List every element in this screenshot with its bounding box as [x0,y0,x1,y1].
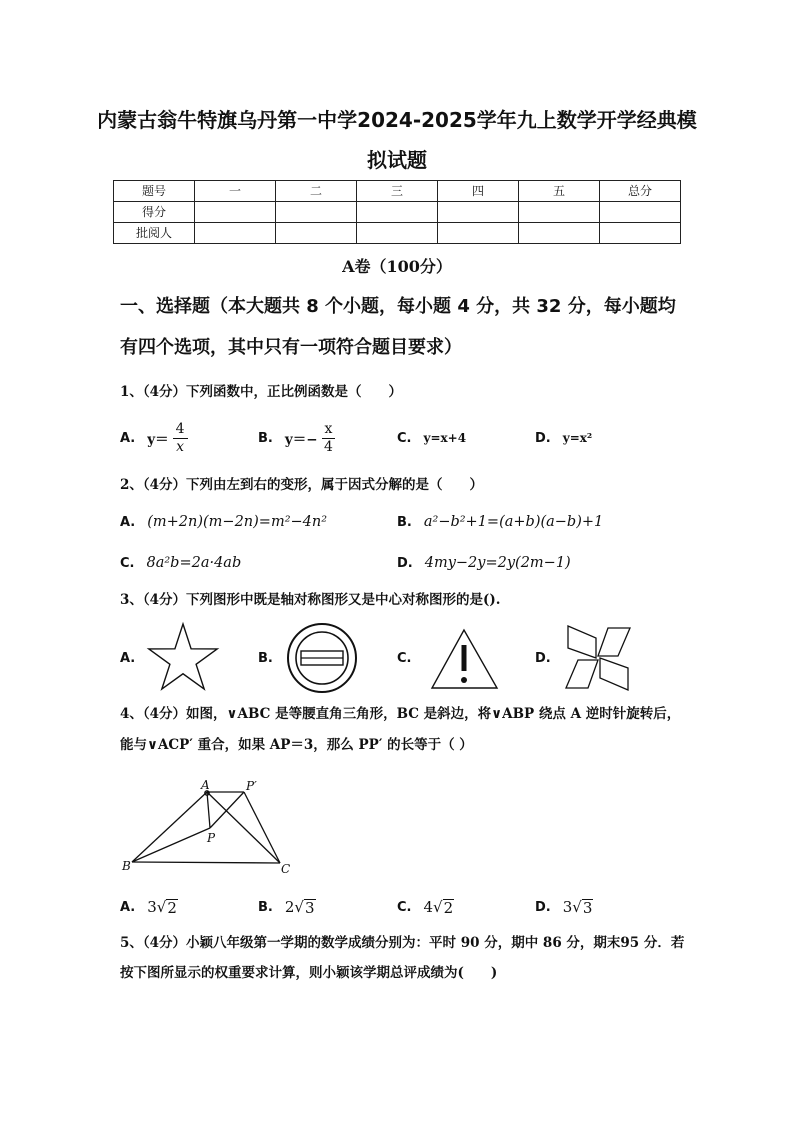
radical-sign: √ [433,898,443,916]
q3-figures [0,615,794,700]
reviewer-cell [600,223,681,244]
radicand: 2 [167,899,177,917]
radical-sign: √ [572,898,582,916]
warning-triangle-icon [432,630,497,688]
q1-stem: 1、（4分）下列函数中，正比例函数是（ ） [120,384,403,400]
option-label: D. [535,899,551,915]
radicand: 2 [443,899,454,917]
score-cell [357,202,438,223]
numerator: x [322,421,336,439]
option-prefix: y＝− [284,432,318,448]
coefficient: 4 [423,898,434,916]
square-root [147,898,178,916]
score-row [114,202,681,223]
label-p-prime: P′ [246,779,257,793]
option-label: A. [120,899,136,915]
option-label: A. [120,650,136,666]
exclamation-dot [461,677,467,683]
option-label: D. [535,650,551,666]
q4-option-c [397,887,454,927]
segment-ac [207,792,280,863]
q4-stem-line-2: 能与∨ACP′ 重合，如果 AP＝3，那么 PP′ 的长等于（ ） [120,737,473,753]
header-cell: 四 [438,181,519,202]
option-label: B. [258,430,273,446]
q4-option-d [535,887,593,927]
option-expression: (m+2n)(m−2n)=m²−4n² [147,514,328,530]
label-b: B [122,859,131,873]
square-root [423,898,454,916]
part-heading-line-2: 有四个选项，其中只有一项符合题目要求） [120,337,462,358]
row-label: 批阅人 [114,223,195,244]
circle-bar-icon [288,624,356,692]
q4-stem-line-1: 4、（4分）如图，∨ABC 是等腰直角三角形，BC 是斜边，将∨ABP 绕点 A 逆时针旋转后， [120,706,681,722]
header-cell: 一 [195,181,276,202]
option-expression: a²−b²+1=(a+b)(a−b)+1 [423,514,604,530]
option-label: B. [258,650,273,666]
segment-p-prime-c [244,792,280,863]
score-cell [195,202,276,223]
option-text: y=x+4 [423,431,467,445]
radicand: 3 [582,899,593,917]
option-text: y=x² [562,431,593,445]
header-cell: 三 [357,181,438,202]
q5-stem-line-1: 5、（4分）小颖八年级第一学期的数学成绩分别为：平时 90 分，期中 86 分，期末95 分．若 [120,935,685,951]
segment-ab [132,792,207,862]
score-cell [519,202,600,223]
q2-option-a [120,502,327,542]
label-p: P [207,831,216,845]
coefficient: 2 [284,898,295,916]
fraction [173,421,188,456]
reviewer-cell [438,223,519,244]
pinwheel-blade [598,628,630,656]
reviewer-row [114,223,681,244]
radical-sign: √ [294,898,304,916]
title-line-1: 内蒙古翁牛特旗乌丹第一中学2024-2025学年九上数学开学经典模 [97,108,697,132]
option-expression: 8a²b=2a·4ab [146,555,242,571]
numerator: 4 [173,421,188,439]
reviewer-cell [519,223,600,244]
score-cell [600,202,681,223]
option-label: B. [397,514,412,530]
square-root [285,898,316,916]
option-label: C. [397,430,412,446]
score-cell [276,202,357,223]
option-label: B. [258,899,273,915]
pinwheel-blade [600,658,628,690]
score-cell [438,202,519,223]
q1-option-c [397,418,466,458]
score-table [113,180,681,244]
row-label: 得分 [114,202,195,223]
reviewer-cell [357,223,438,244]
option-label: D. [535,430,551,446]
header-cell: 题号 [114,181,195,202]
q1-option-d [535,418,592,458]
option-expression: 4my−2y=2y(2m−1) [424,555,571,571]
square-root [563,898,594,916]
star-outline [149,624,217,689]
q5-stem-line-2: 按下图所显示的权重要求计算，则小颖该学期总评成绩为( ) [120,965,498,981]
option-label: A. [120,430,136,446]
pinwheel-icon [566,626,630,690]
star-icon [149,624,217,689]
q2-stem: 2、（4分）下列由左到右的变形，属于因式分解的是（ ） [120,477,484,493]
option-label: C. [397,899,412,915]
q3-stem: 3、（4分）下列图形中既是轴对称图形又是中心对称图形的是(). [120,592,501,608]
denominator: 4 [324,438,333,455]
q4-option-b [258,887,316,927]
segment-ap [207,792,210,828]
reviewer-cell [276,223,357,244]
option-prefix: y＝ [147,432,169,448]
q4-triangle-figure [115,770,300,882]
q4-option-a [120,887,178,927]
segment-bc [132,862,280,863]
part-heading-line-1: 一、选择题（本大题共 8 个小题，每小题 4 分，共 32 分，每小题均 [120,296,676,317]
option-label: D. [397,555,413,571]
option-label: C. [397,650,412,666]
q2-option-b [397,502,603,542]
fraction [322,421,336,456]
q2-option-d [397,543,571,583]
coefficient: 3 [147,898,157,916]
segment-pb [132,828,210,862]
radicand: 3 [304,899,315,917]
header-cell: 五 [519,181,600,202]
radical-sign: √ [156,898,167,916]
denominator: x [176,438,185,455]
q2-option-c [120,543,241,583]
label-a: A [201,778,210,792]
reviewer-cell [195,223,276,244]
q1-option-b [258,418,335,458]
header-cell: 二 [276,181,357,202]
option-label: A. [120,514,136,530]
label-c: C [281,862,291,876]
pinwheel-blade [568,626,596,658]
section-heading: A卷（100分） [342,257,452,276]
header-cell: 总分 [600,181,681,202]
pinwheel-blade [566,660,598,688]
q1-option-a [120,418,188,458]
score-table-header-row [114,181,681,202]
option-label: C. [120,555,135,571]
coefficient: 3 [562,898,573,916]
title-line-2: 拟试题 [367,148,427,172]
